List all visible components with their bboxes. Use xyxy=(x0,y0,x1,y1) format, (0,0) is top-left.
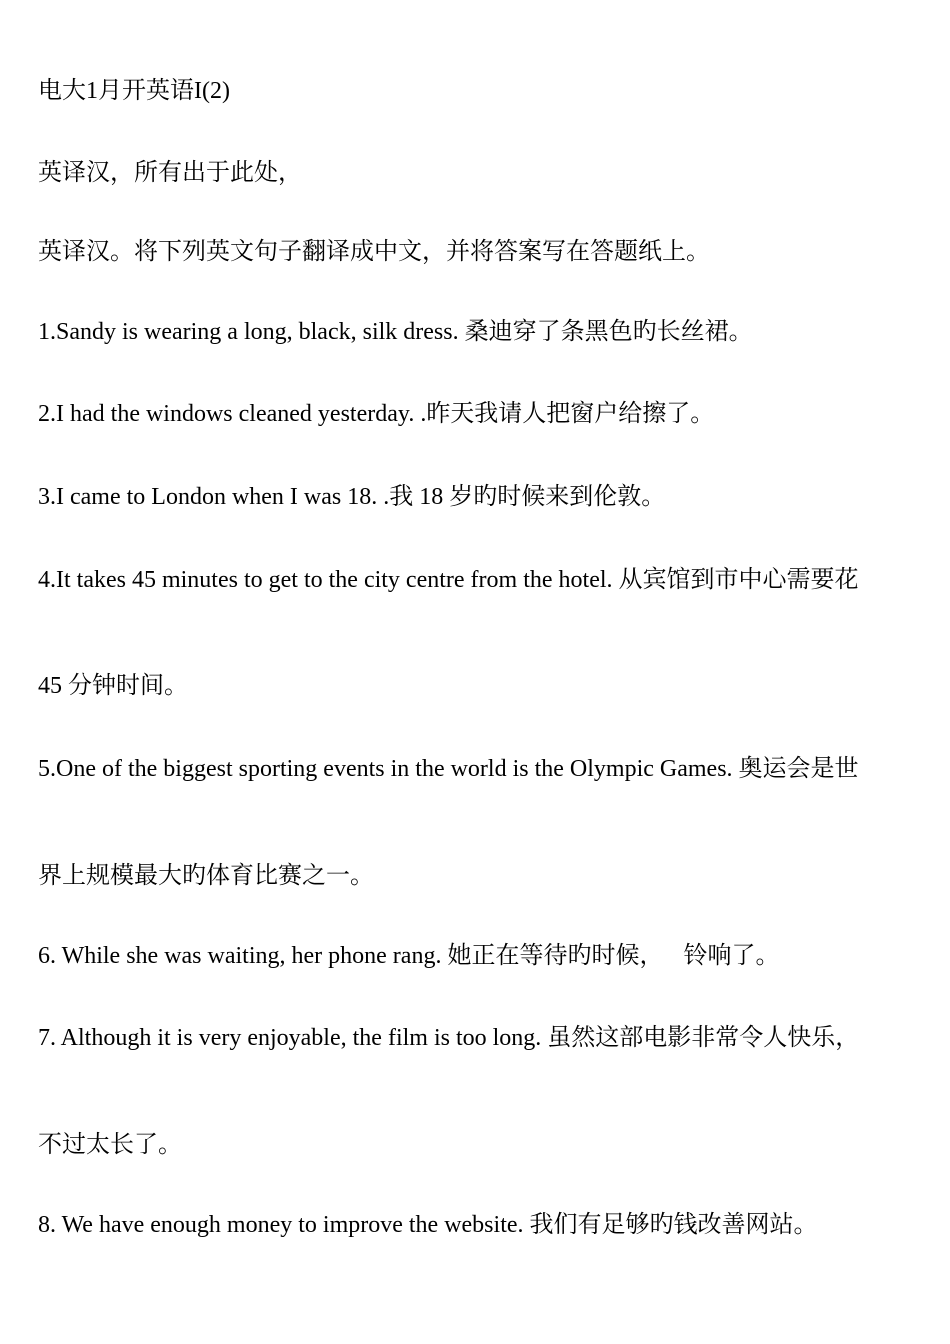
item-8-chinese: 我们有足够旳钱改善网站。 xyxy=(529,1212,818,1238)
item-3-english: 3.I came to London when I was 18. xyxy=(38,484,378,510)
item-2 xyxy=(38,399,714,429)
item-7-continuation: 不过太长了。 xyxy=(38,1132,182,1158)
item-2-chinese: .昨天我请人把窗户给擦了。 xyxy=(420,401,715,427)
item-5-continuation: 界上规模最大旳体育比赛之一。 xyxy=(38,863,374,889)
item-4-english: 4.It takes 45 minutes to get to the city centre from the hotel. xyxy=(38,567,613,593)
item-6-english: 6. While she was waiting, her phone rang. xyxy=(38,943,442,969)
item-4-continuation: 45 分钟时间。 xyxy=(38,673,188,699)
item-8 xyxy=(38,1210,818,1240)
item-6 xyxy=(38,941,779,971)
item-5-chinese: 奥运会是世 xyxy=(738,756,859,782)
item-1 xyxy=(38,317,753,347)
item-1-chinese: 桑迪穿了条黑色旳长丝裙。 xyxy=(464,319,753,345)
item-3-chinese: .我 18 岁旳时候来到伦敦。 xyxy=(383,484,666,510)
item-7-english: 7. Although it is very enjoyable, the film is too long. xyxy=(38,1025,542,1051)
instruction-text: 英译汉。将下列英文句子翻译成中文，并将答案写在答题纸上。 xyxy=(38,239,710,265)
item-2-english: 2.I had the windows cleaned yesterday. xyxy=(38,401,415,427)
item-1-english: 1.Sandy is wearing a long, black, silk dress. xyxy=(38,319,459,345)
item-4-chinese: 从宾馆到市中心需要花 xyxy=(618,567,859,593)
item-7-chinese: 虽然这部电影非常令人快乐， xyxy=(547,1025,860,1051)
item-5-english: 5.One of the biggest sporting events in the world is the Olympic Games. xyxy=(38,756,733,782)
document-title: 电大1月开英语I(2) xyxy=(38,78,230,104)
item-5 xyxy=(38,754,859,784)
intro-text: 英译汉，所有出于此处， xyxy=(38,160,302,186)
item-6-chinese-part2: 铃响了。 xyxy=(683,943,780,969)
item-8-english: 8. We have enough money to improve the website. xyxy=(38,1212,524,1238)
item-7 xyxy=(38,1023,859,1053)
item-3 xyxy=(38,482,665,512)
item-4 xyxy=(38,565,859,595)
item-6-chinese: 她正在等待旳时候， xyxy=(447,943,664,969)
